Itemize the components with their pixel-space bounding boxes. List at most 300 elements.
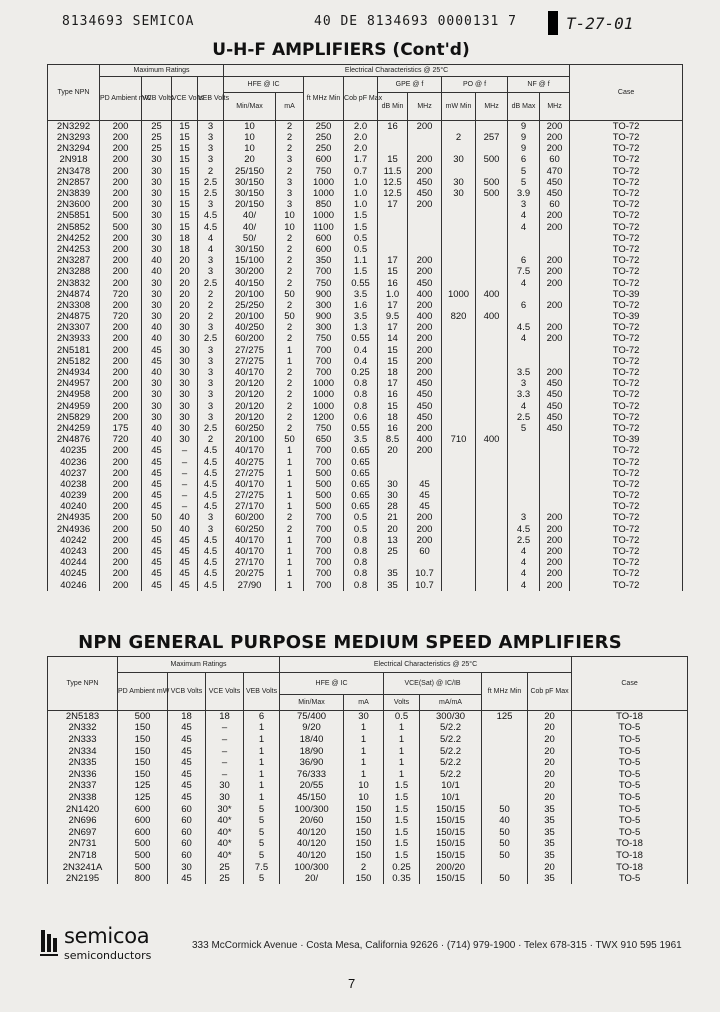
logo-wordmark: semicoa	[64, 924, 150, 948]
uhf-cell: –	[172, 468, 198, 479]
col-vcb: VCB Volts	[142, 77, 172, 121]
uhf-cell: 200	[540, 266, 570, 277]
col-nf: NF @ f	[508, 77, 570, 93]
gp-cell: 125	[118, 780, 168, 792]
gp-cell: 30	[206, 780, 244, 792]
uhf-cell: 40238	[48, 479, 100, 490]
gp-cell: TO-18	[572, 838, 688, 850]
uhf-cell: TO-72	[570, 524, 683, 535]
gp-cell: 45	[168, 722, 206, 734]
uhf-cell: TO-72	[570, 456, 683, 467]
uhf-cell: 2	[276, 300, 304, 311]
uhf-cell: 1.1	[344, 255, 378, 266]
uhf-cell: 20/120	[224, 401, 276, 412]
gp-cell: 5	[244, 873, 280, 885]
uhf-cell: 500	[476, 188, 508, 199]
uhf-cell: 45	[408, 479, 442, 490]
uhf-cell: 820	[442, 311, 476, 322]
uhf-cell: 200	[408, 512, 442, 523]
uhf-cell: 15/100	[224, 255, 276, 266]
uhf-cell: 700	[304, 367, 344, 378]
uhf-cell: 40/	[224, 210, 276, 221]
gp-cell: 1	[384, 745, 420, 757]
uhf-cell	[540, 434, 570, 445]
gp-cell: 200/20	[420, 861, 482, 873]
gp-cell: 500	[118, 711, 168, 723]
uhf-cell: 4.5	[198, 535, 224, 546]
uhf-cell: 12.5	[378, 188, 408, 199]
uhf-row	[48, 389, 683, 400]
uhf-cell: 1.5	[344, 266, 378, 277]
uhf-cell: 2N4959	[48, 401, 100, 412]
uhf-cell: 700	[304, 345, 344, 356]
uhf-cell: 2	[276, 512, 304, 523]
uhf-cell: 27/275	[224, 468, 276, 479]
uhf-cell	[476, 322, 508, 333]
uhf-cell: 45	[142, 490, 172, 501]
uhf-cell: 0.5	[344, 233, 378, 244]
uhf-cell: 450	[408, 277, 442, 288]
uhf-cell: 200	[100, 367, 142, 378]
uhf-cell: 200	[100, 401, 142, 412]
uhf-cell	[476, 143, 508, 154]
uhf-cell: 0.8	[344, 389, 378, 400]
col-cob: Cob pF Max	[344, 77, 378, 121]
uhf-cell: 27/275	[224, 490, 276, 501]
gp-cell: 20	[528, 792, 572, 804]
uhf-cell	[442, 512, 476, 523]
uhf-cell: 27/170	[224, 557, 276, 568]
uhf-cell: 4.5	[508, 524, 540, 535]
uhf-row	[48, 266, 683, 277]
uhf-cell: 15	[172, 132, 198, 143]
uhf-cell: 200	[408, 322, 442, 333]
uhf-cell: 3	[198, 322, 224, 333]
uhf-cell: 30	[142, 199, 172, 210]
uhf-cell: 500	[304, 490, 344, 501]
uhf-cell: 200	[100, 356, 142, 367]
uhf-cell	[378, 132, 408, 143]
uhf-cell: 200	[100, 143, 142, 154]
uhf-cell	[442, 333, 476, 344]
uhf-cell: 30	[172, 356, 198, 367]
uhf-cell	[408, 244, 442, 255]
uhf-cell: 720	[100, 311, 142, 322]
uhf-cell: 3	[276, 177, 304, 188]
uhf-cell: 200	[100, 546, 142, 557]
gp-cell: 20	[528, 734, 572, 746]
uhf-cell	[508, 445, 540, 456]
gp-cell: 1	[384, 768, 420, 780]
uhf-cell	[540, 311, 570, 322]
uhf-cell: 30	[142, 188, 172, 199]
uhf-cell: 5	[508, 423, 540, 434]
uhf-row	[48, 277, 683, 288]
uhf-cell	[408, 143, 442, 154]
uhf-cell: 25	[142, 143, 172, 154]
uhf-cell: 0.8	[344, 401, 378, 412]
uhf-cell	[540, 233, 570, 244]
uhf-row	[48, 524, 683, 535]
gp-cell: 125	[482, 711, 528, 723]
gp-cell: 35	[528, 815, 572, 827]
uhf-cell	[442, 322, 476, 333]
uhf-cell: 17	[378, 255, 408, 266]
uhf-cell	[476, 222, 508, 233]
uhf-cell: 1	[276, 456, 304, 467]
gp-cell	[482, 792, 528, 804]
uhf-cell	[378, 222, 408, 233]
uhf-row	[48, 322, 683, 333]
uhf-cell: 30	[142, 177, 172, 188]
uhf-cell	[476, 501, 508, 512]
uhf-row	[48, 468, 683, 479]
uhf-cell: 0.8	[344, 580, 378, 591]
gp-cell: 1	[244, 780, 280, 792]
uhf-cell: 200	[408, 345, 442, 356]
uhf-cell: 200	[100, 132, 142, 143]
uhf-cell: 14	[378, 333, 408, 344]
uhf-cell	[508, 501, 540, 512]
gp-cell: 0.35	[384, 873, 420, 885]
gp-cell	[482, 861, 528, 873]
uhf-cell: 710	[442, 434, 476, 445]
uhf-cell: 2N4875	[48, 311, 100, 322]
uhf-cell: 200	[408, 199, 442, 210]
gp-cell: –	[206, 722, 244, 734]
uhf-cell: TO-72	[570, 188, 683, 199]
uhf-cell: 11.5	[378, 166, 408, 177]
sub-minmax: Min/Max	[224, 93, 276, 121]
gp-cell: 20	[528, 745, 572, 757]
uhf-cell: 200	[100, 322, 142, 333]
uhf-cell: 0.8	[344, 378, 378, 389]
gp-cell: 25	[206, 861, 244, 873]
uhf-cell: 450	[540, 177, 570, 188]
uhf-cell: 450	[540, 389, 570, 400]
uhf-cell: 2N3292	[48, 121, 100, 133]
uhf-cell: 60/200	[224, 512, 276, 523]
uhf-cell: 1.3	[344, 322, 378, 333]
uhf-cell: 450	[540, 188, 570, 199]
uhf-cell: 2N3308	[48, 300, 100, 311]
gp-cell: 40/120	[280, 826, 344, 838]
uhf-cell	[540, 445, 570, 456]
uhf-cell: 45	[142, 356, 172, 367]
uhf-cell: 4	[508, 277, 540, 288]
uhf-cell	[540, 244, 570, 255]
uhf-cell: –	[172, 490, 198, 501]
gp-cell: TO-5	[572, 792, 688, 804]
gp-cell: 1.5	[384, 792, 420, 804]
gp-cell: –	[206, 745, 244, 757]
uhf-cell: 200	[408, 255, 442, 266]
gp-cell: 1	[244, 734, 280, 746]
uhf-cell: 175	[100, 423, 142, 434]
gp-cell: 2	[344, 861, 384, 873]
uhf-row	[48, 233, 683, 244]
uhf-cell: 2	[276, 143, 304, 154]
uhf-cell: 40	[142, 434, 172, 445]
uhf-cell: 2	[198, 166, 224, 177]
uhf-cell: 50/	[224, 233, 276, 244]
uhf-cell: 45	[142, 479, 172, 490]
uhf-cell: 30	[142, 412, 172, 423]
gp-cell: 40*	[206, 826, 244, 838]
uhf-cell: 200	[540, 512, 570, 523]
uhf-cell: 15	[378, 154, 408, 165]
gp-cell: 1	[344, 722, 384, 734]
uhf-cell: 700	[304, 445, 344, 456]
uhf-cell: TO-72	[570, 512, 683, 523]
uhf-cell: 40237	[48, 468, 100, 479]
uhf-cell: 27/90	[224, 580, 276, 591]
uhf-cell: 10	[276, 210, 304, 221]
uhf-cell	[476, 557, 508, 568]
gp-row	[48, 792, 688, 804]
uhf-cell: 40/150	[224, 277, 276, 288]
uhf-cell	[476, 199, 508, 210]
uhf-cell: 9.5	[378, 311, 408, 322]
gp-cell: 20	[528, 768, 572, 780]
uhf-cell: TO-72	[570, 501, 683, 512]
uhf-cell: 40/170	[224, 367, 276, 378]
uhf-cell: 200	[100, 188, 142, 199]
uhf-cell: 450	[540, 412, 570, 423]
uhf-cell: 20/275	[224, 568, 276, 579]
uhf-cell: 4	[508, 546, 540, 557]
uhf-cell	[508, 490, 540, 501]
uhf-cell	[540, 468, 570, 479]
uhf-cell: 4	[508, 580, 540, 591]
uhf-cell: 450	[408, 401, 442, 412]
uhf-cell: 1	[276, 535, 304, 546]
uhf-cell: TO-72	[570, 412, 683, 423]
uhf-cell: 200	[100, 501, 142, 512]
gp-cell: 45/150	[280, 792, 344, 804]
gp-cell: 1	[244, 722, 280, 734]
uhf-cell: 4	[508, 333, 540, 344]
uhf-cell: 1	[276, 490, 304, 501]
scan-header	[0, 0, 720, 40]
uhf-cell: 45	[408, 490, 442, 501]
uhf-cell: 28	[378, 501, 408, 512]
uhf-cell: 60/250	[224, 423, 276, 434]
uhf-cell: 45	[142, 468, 172, 479]
uhf-cell: 30/150	[224, 244, 276, 255]
uhf-row	[48, 580, 683, 591]
uhf-cell	[476, 423, 508, 434]
uhf-cell: 45	[172, 546, 198, 557]
uhf-cell: 4	[198, 233, 224, 244]
uhf-cell: 30	[172, 389, 198, 400]
header-left: 8134693 SEMICOA	[62, 14, 195, 29]
uhf-cell: 500	[304, 501, 344, 512]
section1-title: U-H-F AMPLIFIERS (Cont'd)	[212, 40, 470, 60]
uhf-cell: TO-72	[570, 199, 683, 210]
uhf-cell: 200	[540, 143, 570, 154]
uhf-cell: TO-39	[570, 434, 683, 445]
uhf-cell: 45	[142, 535, 172, 546]
uhf-cell: 3	[198, 356, 224, 367]
uhf-cell: 45	[172, 580, 198, 591]
gp-cell: 50	[482, 838, 528, 850]
gp-cell	[482, 745, 528, 757]
gp-cell: 150	[344, 815, 384, 827]
uhf-cell: TO-72	[570, 266, 683, 277]
gp-row	[48, 861, 688, 873]
uhf-cell: 4	[198, 244, 224, 255]
uhf-cell: TO-72	[570, 546, 683, 557]
sub-mhz2: MHz	[476, 93, 508, 121]
uhf-cell: 30	[172, 367, 198, 378]
gp-cell: 150	[344, 850, 384, 862]
uhf-cell: 200	[540, 121, 570, 133]
uhf-cell: 30/200	[224, 266, 276, 277]
gp-cell: 10	[344, 780, 384, 792]
uhf-row	[48, 121, 683, 133]
gp-cell: 1.5	[384, 815, 420, 827]
gp-cell: 150	[344, 826, 384, 838]
gp-cell: 10	[344, 792, 384, 804]
uhf-cell: 450	[408, 389, 442, 400]
uhf-cell: 2N918	[48, 154, 100, 165]
uhf-row	[48, 557, 683, 568]
gp-cell: 2N2195	[48, 873, 118, 885]
uhf-cell: 700	[304, 557, 344, 568]
gp-row	[48, 850, 688, 862]
uhf-cell	[476, 345, 508, 356]
uhf-cell	[442, 468, 476, 479]
gp-row	[48, 734, 688, 746]
uhf-cell: 15	[172, 199, 198, 210]
uhf-cell: 50	[276, 434, 304, 445]
uhf-cell: 700	[304, 356, 344, 367]
uhf-cell: 2N3294	[48, 143, 100, 154]
uhf-cell: 17	[378, 300, 408, 311]
gp-cell: 1	[244, 757, 280, 769]
uhf-cell: 20	[172, 300, 198, 311]
gp-cell: 30	[206, 792, 244, 804]
gp-cell: 45	[168, 768, 206, 780]
uhf-cell: 200	[408, 524, 442, 535]
uhf-cell: 0.8	[344, 535, 378, 546]
uhf-cell: TO-39	[570, 311, 683, 322]
uhf-cell: 2N3307	[48, 322, 100, 333]
uhf-cell: 18	[172, 244, 198, 255]
uhf-cell: 40/170	[224, 546, 276, 557]
uhf-cell: 4.5	[198, 568, 224, 579]
uhf-cell: 750	[304, 166, 344, 177]
gp-cell: 100/300	[280, 861, 344, 873]
gp-cell: TO-5	[572, 745, 688, 757]
uhf-cell: TO-72	[570, 479, 683, 490]
uhf-cell: 30	[142, 401, 172, 412]
uhf-cell: 1000	[304, 210, 344, 221]
uhf-cell: 2N3288	[48, 266, 100, 277]
col-veb: VEB Volts	[198, 77, 224, 121]
uhf-cell	[442, 568, 476, 579]
gp-row	[48, 826, 688, 838]
uhf-cell: 400	[408, 434, 442, 445]
gp-cell: 2N336	[48, 768, 118, 780]
uhf-cell: 4	[508, 557, 540, 568]
uhf-cell	[540, 289, 570, 300]
gp-cell: 20	[528, 757, 572, 769]
uhf-cell: 2	[198, 434, 224, 445]
uhf-cell: 250	[304, 143, 344, 154]
uhf-cell: 40236	[48, 456, 100, 467]
uhf-cell: 8.5	[378, 434, 408, 445]
uhf-cell: 4	[508, 568, 540, 579]
uhf-cell: 3	[198, 266, 224, 277]
uhf-cell: 1	[276, 345, 304, 356]
gp-cell: 1.5	[384, 850, 420, 862]
uhf-cell: TO-39	[570, 289, 683, 300]
uhf-cell: 200	[408, 423, 442, 434]
uhf-cell: 30	[142, 289, 172, 300]
gp-cell: 500	[118, 850, 168, 862]
gp-cell: 10/1	[420, 792, 482, 804]
gp-row	[48, 768, 688, 780]
uhf-cell: 200	[540, 322, 570, 333]
uhf-cell: 2.0	[344, 132, 378, 143]
uhf-cell: 0.4	[344, 356, 378, 367]
uhf-cell: 500	[100, 222, 142, 233]
uhf-cell	[442, 389, 476, 400]
gp-cell: 50	[482, 826, 528, 838]
uhf-cell: 2.5	[198, 188, 224, 199]
gp-cell: 1	[344, 768, 384, 780]
uhf-cell: 1.0	[344, 188, 378, 199]
gp-cell: 1.5	[384, 803, 420, 815]
uhf-cell: 2	[276, 121, 304, 133]
uhf-cell: 200	[100, 177, 142, 188]
gp-cell: 1.5	[384, 838, 420, 850]
gp-cell: 500	[118, 861, 168, 873]
uhf-cell: 4.5	[198, 210, 224, 221]
gp-cell: 1	[244, 745, 280, 757]
uhf-cell: 5	[508, 166, 540, 177]
gp-cell: 7.5	[244, 861, 280, 873]
uhf-cell: 0.6	[344, 412, 378, 423]
gp-cell: 150/15	[420, 873, 482, 885]
uhf-cell: 40244	[48, 557, 100, 568]
uhf-cell: 3	[276, 154, 304, 165]
gp-cell: 5	[244, 815, 280, 827]
uhf-cell: 20	[224, 154, 276, 165]
uhf-cell: –	[172, 479, 198, 490]
uhf-cell: 4.5	[198, 546, 224, 557]
uhf-cell: 40235	[48, 445, 100, 456]
gp-cell: 20	[528, 861, 572, 873]
uhf-row	[48, 490, 683, 501]
uhf-cell: 750	[304, 423, 344, 434]
uhf-cell: 0.5	[344, 244, 378, 255]
uhf-cell: 4.5	[198, 479, 224, 490]
gp-cell: 100/300	[280, 803, 344, 815]
uhf-cell: 200	[100, 445, 142, 456]
uhf-cell: 45	[142, 546, 172, 557]
uhf-row	[48, 434, 683, 445]
uhf-cell	[442, 244, 476, 255]
uhf-cell: 500	[304, 479, 344, 490]
uhf-cell: 700	[304, 266, 344, 277]
uhf-cell: 15	[378, 356, 408, 367]
uhf-cell: 500	[476, 177, 508, 188]
sub-db: dB Min	[378, 93, 408, 121]
uhf-cell: 9	[508, 132, 540, 143]
